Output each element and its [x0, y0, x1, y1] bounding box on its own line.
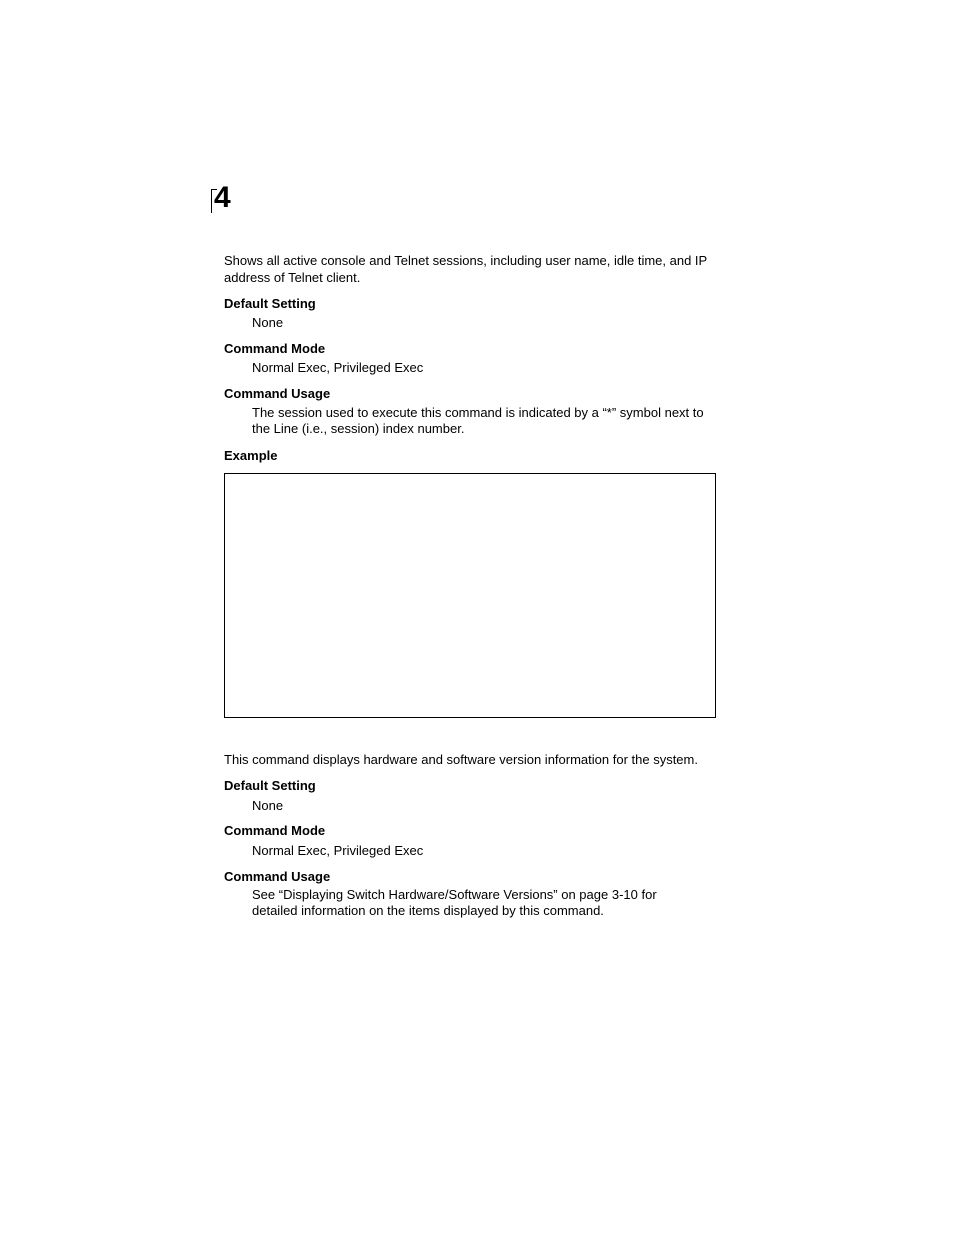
section2-command-mode-value: Normal Exec, Privileged Exec: [252, 843, 424, 858]
section2-default-setting-heading: Default Setting: [224, 778, 316, 793]
chapter-marker: [211, 181, 239, 214]
section2-command-mode-heading: Command Mode: [224, 823, 326, 838]
section2-description: This command displays hardware and software version information for the system.: [224, 752, 698, 767]
chapter-number: 4: [214, 181, 231, 214]
section1-command-mode-value: Normal Exec, Privileged Exec: [252, 360, 424, 375]
section1-default-setting-heading: Default Setting: [224, 296, 316, 311]
section1-command-mode-heading: Command Mode: [224, 341, 326, 356]
section1-description: Shows all active console and Telnet sessions, including user name, idle time, and IP address of Telnet client.: [224, 253, 707, 285]
section1-example-heading: Example: [224, 448, 278, 463]
section2-command-usage-heading: Command Usage: [224, 869, 331, 884]
section2-command-usage-value: See “Displaying Switch Hardware/Software Versions” on page 3-10 for detailed information on the items displayed by this command.: [252, 887, 657, 918]
chapter-marker-bar: [211, 189, 212, 213]
section1-command-usage-value: The session used to execute this command is indicated by a “*” symbol next to the Line (i.e., session) index number.: [252, 405, 704, 436]
section2-default-setting-value: None: [252, 798, 284, 813]
section1-command-usage-heading: Command Usage: [224, 386, 331, 401]
example-code-box: [224, 473, 716, 718]
section1-default-setting-value: None: [252, 315, 284, 330]
